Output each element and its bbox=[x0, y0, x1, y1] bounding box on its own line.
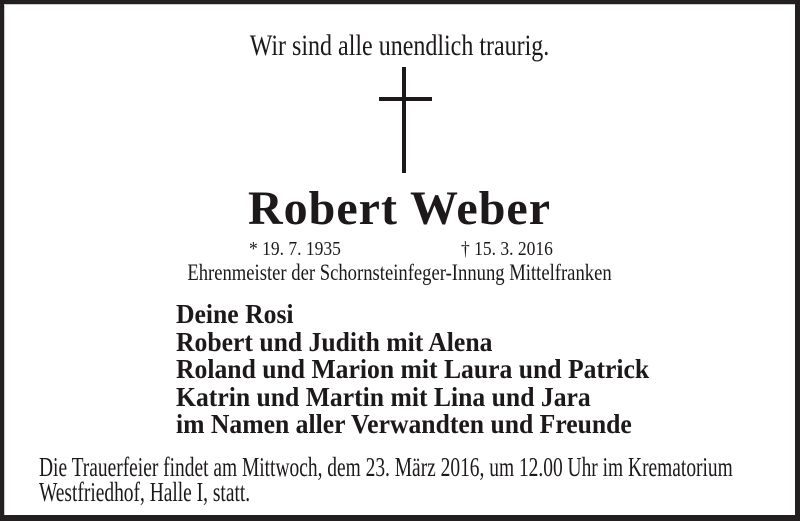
funeral-info-line: Westfriedhof, Halle I, statt. bbox=[39, 477, 251, 507]
mourner-line: Roland und Marion mit Laura und Patrick bbox=[176, 354, 650, 384]
mourner-line: Robert und Judith mit Alena bbox=[176, 326, 493, 357]
death-date: † 15. 3. 2016 bbox=[461, 238, 553, 260]
honorific-line: Ehrenmeister der Schornsteinfeger-Innung Mittelfranken bbox=[187, 260, 612, 285]
mourner-line: Deine Rosi bbox=[176, 299, 294, 329]
funeral-info-line: Die Trauerfeier findet am Mittwoch, dem 23. März 2016, um 12.00 Uhr im Krematorium bbox=[39, 452, 733, 482]
opening-line: Wir sind alle unendlich traurig. bbox=[249, 29, 550, 62]
mourner-line: im Namen aller Verwandten und Freunde bbox=[176, 409, 632, 439]
mourner-line: Katrin und Martin mit Lina und Jara bbox=[176, 381, 591, 412]
life-dates bbox=[4, 237, 795, 261]
cross-vertical-bar bbox=[402, 67, 406, 173]
mourners-list bbox=[176, 301, 649, 439]
birth-date: * 19. 7. 1935 bbox=[249, 238, 341, 260]
funeral-info bbox=[39, 452, 733, 507]
cross-horizontal-bar bbox=[379, 97, 432, 101]
deceased-name: Robert Weber bbox=[247, 182, 552, 235]
